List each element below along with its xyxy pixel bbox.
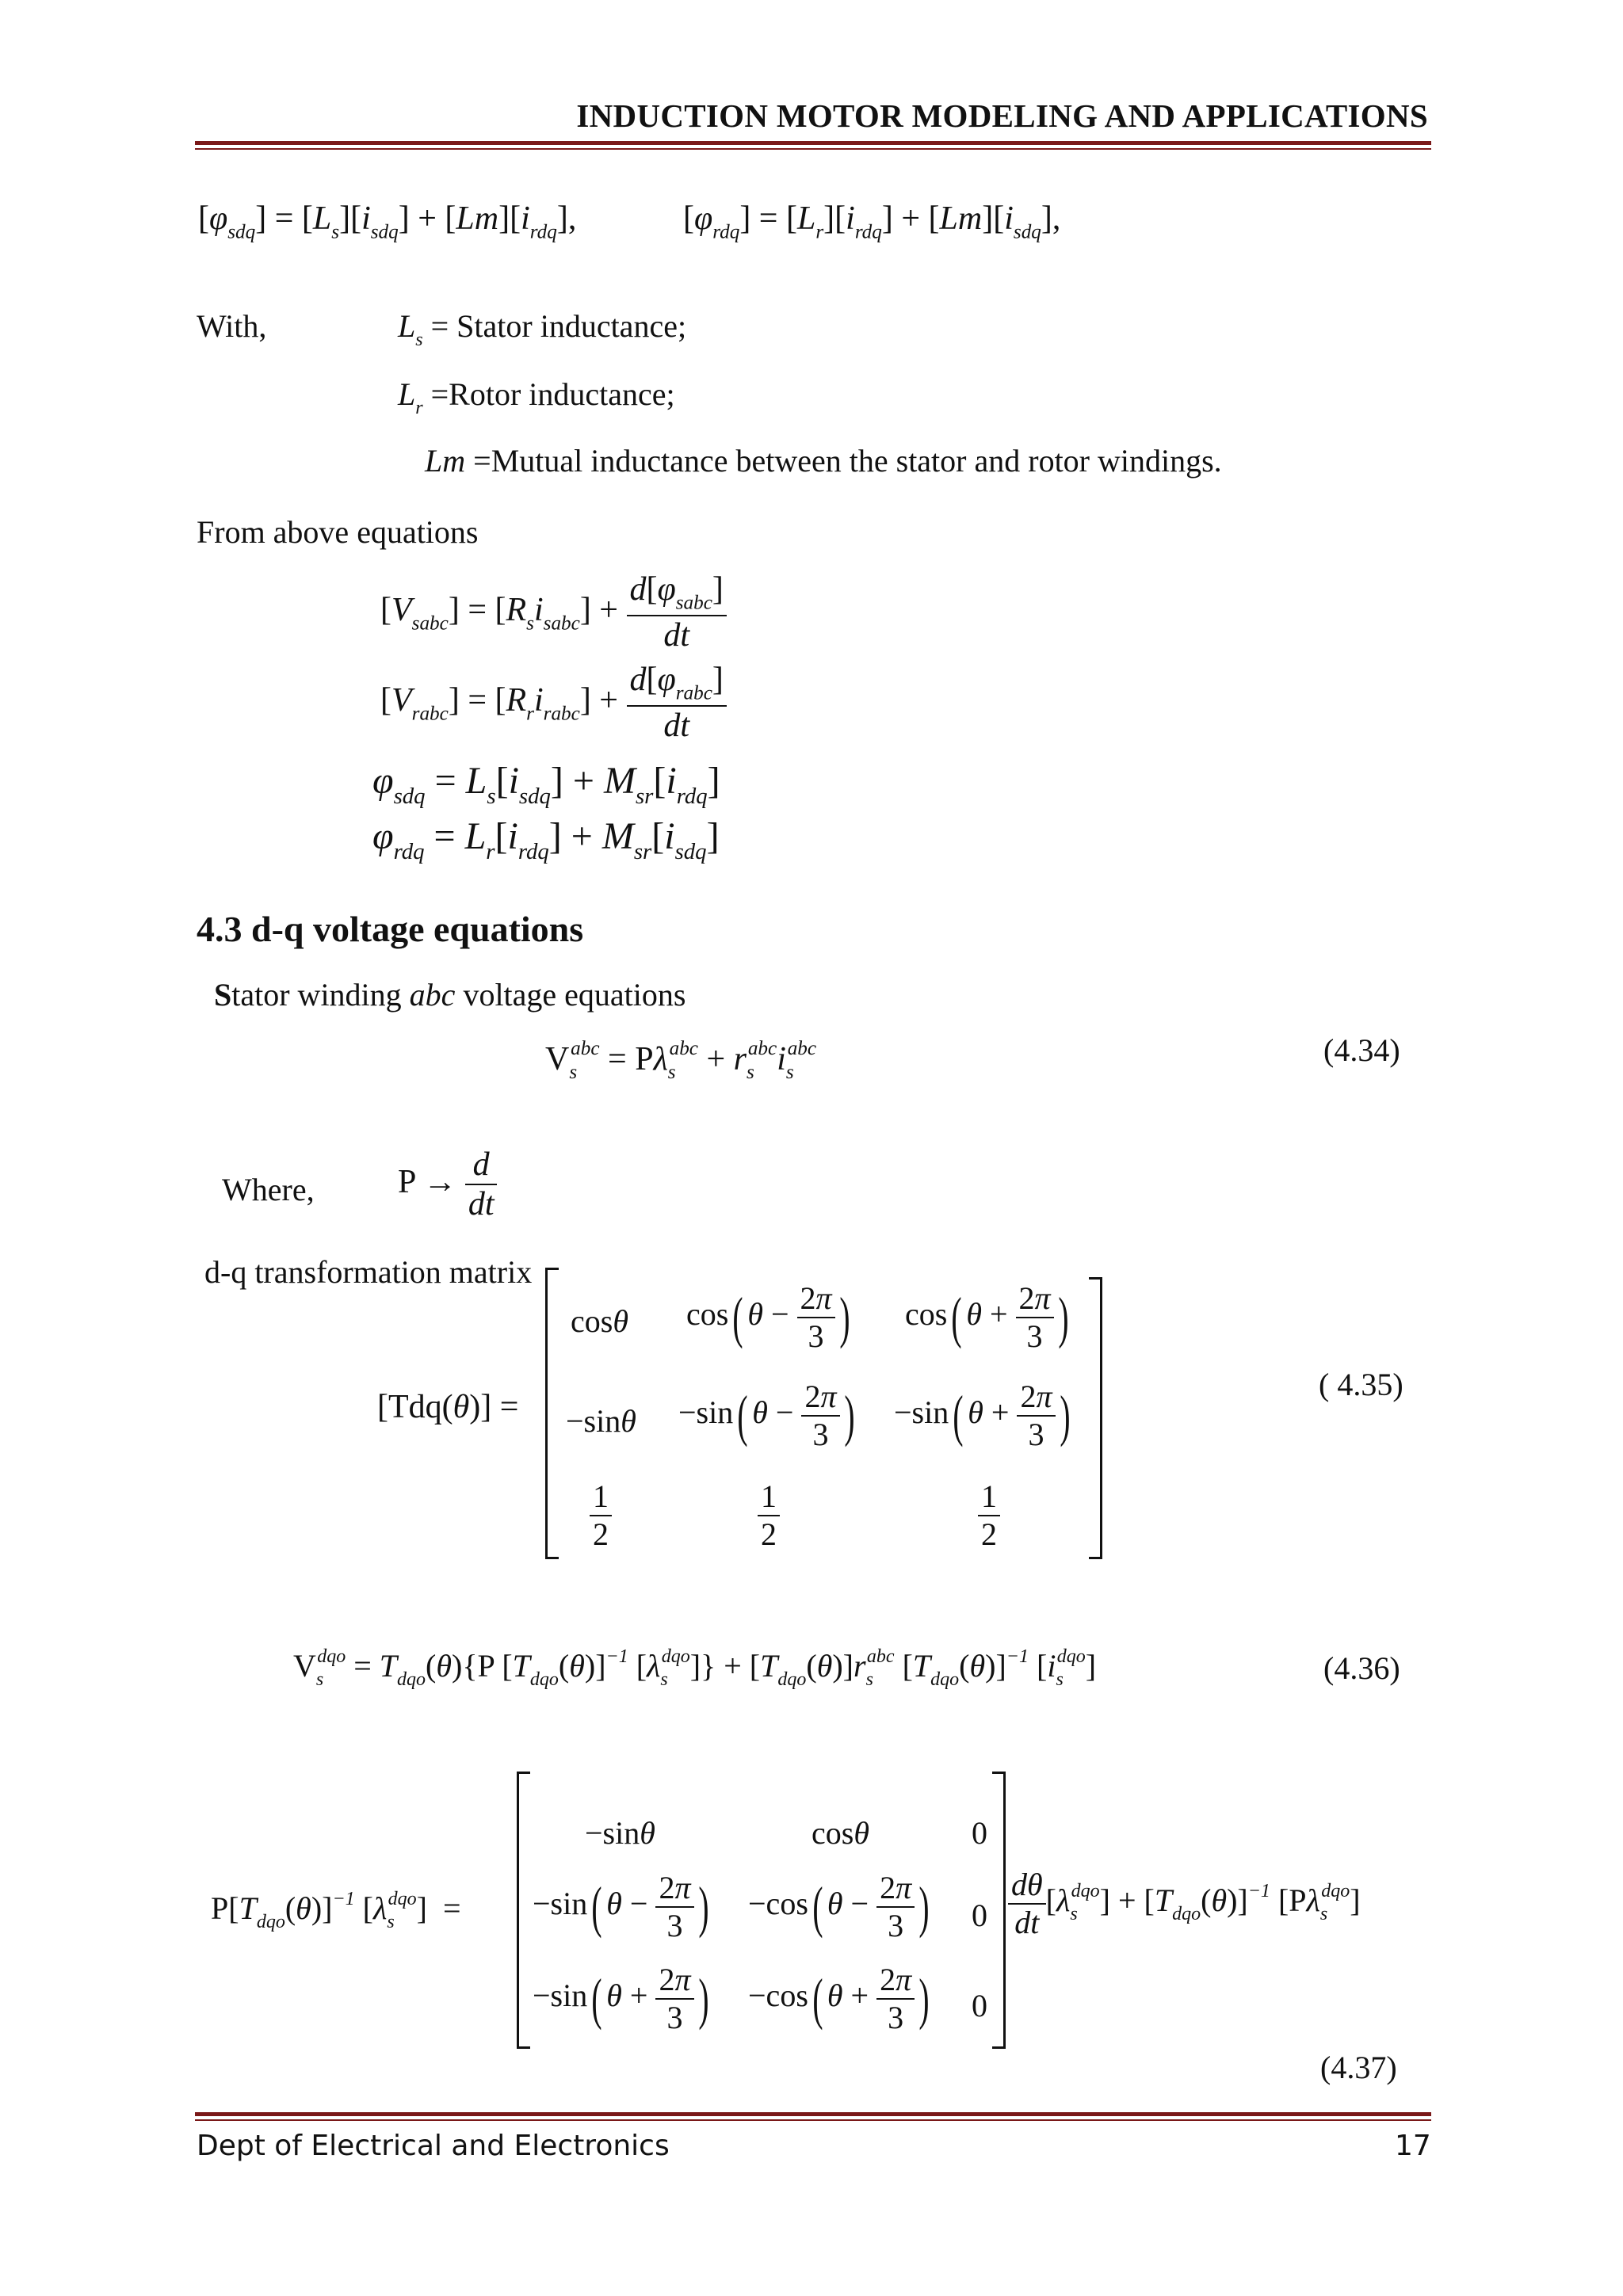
matrix-437-left-bracket [517,1772,530,2049]
matrix-435-cell: −sinθ [566,1403,636,1439]
flux-equation-stator: $[\varphi_{sdq}] = [L_s][i_{sdq}] + [Lm][i_{rdq}]$, [198,200,577,243]
matrix-437-cell: 0 [972,1815,987,1851]
equation-number-4-34: (4.34) [1323,1032,1400,1068]
matrix-437-cell: −sin( θ + $\frac{2\pi}{3}$ ) [533,1962,709,2035]
operator-p-definition: P → $\frac{d}{dt}$ [398,1146,497,1224]
stator-flux-equation: $\varphi_{sdq} = L_s[i_{sdq}] + M_{sr}[i_{rdq}]$ [372,760,720,809]
equation-number-4-36: (4.36) [1323,1650,1400,1686]
matrix-435-cell: $\frac{1}{2}$ [758,1478,780,1553]
rotor-flux-equation: $\varphi_{rdq} = L_r[i_{rdq}] + M_{sr}[i_{sdq}]$ [372,815,720,864]
rotor-voltage-equation: $[V_{rabc}] = [R_ri_{rabc}]$ + $\frac{d[\varphi_{rabc}]}{dt}$ [380,661,727,746]
equation-4-37-lhs: $P[T_{dqo}(\theta)]^{-1}$ $[\lambda_s^{dqo}]$ = [211,1889,461,1932]
matrix-435-left-bracket [545,1268,559,1559]
equation-4-34: $V_s^{abc} = P\lambda_s^{abc} + r_s^{abc}i_s^{abc}$ [545,1038,817,1084]
matrix-435-cell: −sin( θ + $\frac{2\pi}{3}$ ) [894,1379,1071,1452]
matrix-437-cell: 0 [972,1988,987,2023]
transformation-matrix-label: d-q transformation matrix [204,1254,533,1290]
stator-abc-intro: Stator winding abc voltage equations [214,977,686,1013]
matrix-437-cell: −cos( θ + $\frac{2\pi}{3}$ ) [748,1962,930,2035]
running-header: INDUCTION MOTOR MODELING AND APPLICATIONS [576,97,1428,134]
header-rule-thick [195,141,1431,145]
matrix-435-cell: cos( θ − $\frac{2\pi}{3}$ ) [686,1280,850,1354]
header-rule-thin [195,148,1431,150]
matrix-437-cell: −sinθ [585,1815,655,1851]
equation-number-4-35: ( 4.35) [1319,1367,1403,1402]
section-heading: 4.3 d-q voltage equations [197,909,584,949]
matrix-435-cell: −sin( θ − $\frac{2\pi}{3}$ ) [678,1379,855,1452]
matrix-435-cell: cos( θ + $\frac{2\pi}{3}$ ) [905,1280,1069,1354]
matrix-435-cell: cosθ [571,1303,628,1339]
matrix-437-right-bracket [992,1772,1006,2049]
matrix-437-cell: −cos( θ − $\frac{2\pi}{3}$ ) [748,1870,930,1943]
matrix-437-cell: −sin( θ − $\frac{2\pi}{3}$ ) [533,1870,709,1943]
tdq-lhs: [Tdq(θ)] = [377,1389,519,1425]
equation-4-37-rhs: $\frac{d\theta}{dt}$ $[\lambda_s^{dqo}] + [T_{dqo}(\theta)]^{-1}$ $[P\lambda_s^{dqo}]$ [1008,1867,1361,1941]
matrix-437-cell: 0 [972,1897,987,1933]
flux-equation-rotor: $[\varphi_{rdq}] = [L_r][i_{rdq}] + [Lm][i_{sdq}]$, [683,200,1061,243]
where-label: Where, [222,1172,315,1207]
matrix-437-cell: cosθ [812,1815,869,1851]
stator-voltage-equation: $[V_{sabc}] = [R_si_{sabc}]$ + $\frac{d[\varphi_{sabc}]}{dt}$ [380,570,727,655]
equation-number-4-37: (4.37) [1320,2050,1397,2085]
matrix-435-right-bracket [1089,1277,1102,1559]
with-label: With, [197,308,267,344]
equation-4-36: $V_s^{dqo} = T_{dqo}(\theta)\{P$ $[T_{dqo}(\theta)]^{-1}$ $[\lambda_s^{dqo}]\} + [T_{dqo}(\theta)]r_s^{abc}$ $[T_{dqo}(\theta)]^{-1}$ $[i_s^{dqo}]$ [293,1646,1097,1690]
matrix-435-cell: $\frac{1}{2}$ [590,1478,612,1553]
footer-rule-thick [195,2112,1431,2116]
definition-ls: $L_s$ = Stator inductance; [398,308,687,350]
footer-rule-thin [195,2119,1431,2121]
definition-lm: Lm =Mutual inductance between the stator and rotor windings. [425,443,1222,479]
page-number: 17 [1395,2130,1431,2162]
matrix-435-cell: $\frac{1}{2}$ [978,1478,1000,1553]
definition-lr: $L_r$ =Rotor inductance; [398,376,675,418]
from-above-text: From above equations [197,514,479,550]
footer-department: Dept of Electrical and Electronics [197,2130,670,2162]
